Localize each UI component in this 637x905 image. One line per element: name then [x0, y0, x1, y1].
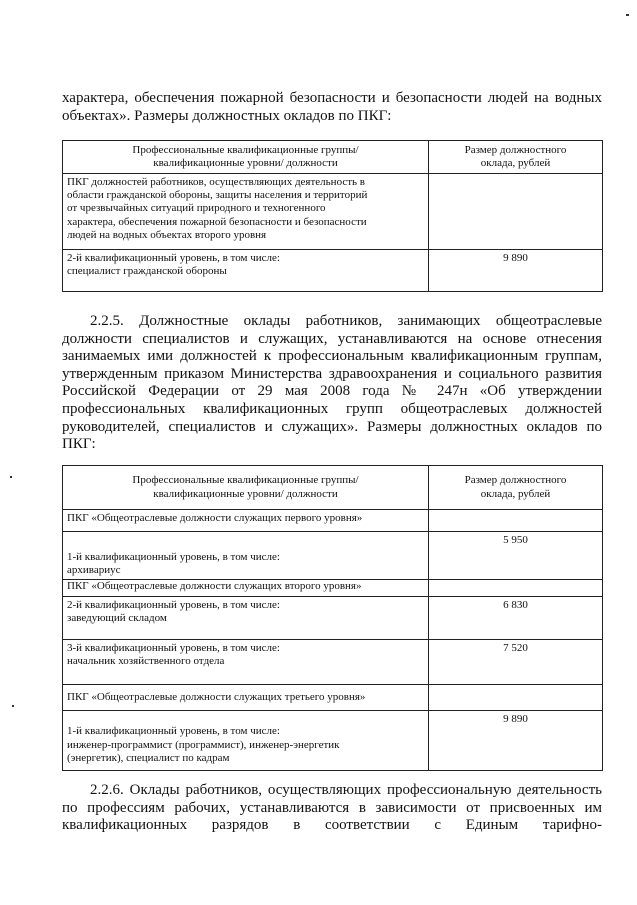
- table-row: [63, 597, 603, 640]
- table-row: [63, 510, 603, 532]
- salary-value-cell: 5 950: [429, 532, 603, 580]
- header-salary-cell: Размер должностного оклада, рублей: [429, 466, 603, 510]
- header-salary-cell: Размер должностного оклада, рублей: [429, 141, 603, 174]
- scan-speck: [626, 14, 629, 16]
- table-row: [63, 174, 603, 250]
- para-226-line: квалификационных разрядов в соответствии с Единым тарифно-: [62, 817, 602, 834]
- intro-line: объектах». Размеры должностных окладов по ПКГ:: [62, 107, 392, 124]
- salary-value-cell: 9 890: [429, 250, 603, 292]
- para-226-line: по профессиям рабочих, устанавливаются в зависимости от присвоенных им: [62, 799, 602, 816]
- level-cell: 1-й квалификационный уровень, в том числе: инженер-программист (программист), инженер-энергетик (энергетик), специалист по кадрам: [63, 711, 429, 771]
- para-225-line: должности специалистов и служащих, устанавливаются на основе отнесения: [62, 330, 602, 347]
- header-groups-cell: Профессиональные квалификационные группы/ квалификационные уровни/ должности: [63, 466, 429, 510]
- scan-speck: [12, 705, 14, 707]
- para-225-line: Российской Федерации от 29 мая 2008 года № 247н «Об утверждении: [62, 383, 602, 400]
- para-225-line: занимаемых ими должностей к профессиональным квалификационным группам,: [62, 348, 602, 365]
- salary-value-cell: [429, 580, 603, 597]
- para-225-line: 2.2.5. Должностные оклады работников, занимающих общеотраслевые: [90, 313, 602, 329]
- pkg-group-cell: ПКГ «Общеотраслевые должности служащих второго уровня»: [63, 580, 429, 597]
- table-header-row: [63, 141, 603, 174]
- pkg-group-cell: ПКГ «Общеотраслевые должности служащих третьего уровня»: [63, 685, 429, 711]
- salary-table-civil-defense: [62, 140, 603, 292]
- paragraph-2-2-6: [62, 782, 602, 835]
- salary-value-cell: [429, 685, 603, 711]
- level-cell: 1-й квалификационный уровень, в том числе: архивариус: [63, 532, 429, 580]
- paragraph-2-2-5: [62, 313, 602, 454]
- pkg-group-cell: ПКГ должностей работников, осуществляющих деятельность в области гражданской обороны, защиты населения и территорий от чрезвычайных ситуаций природного и техногенного характера, обеспечения пожарной безопасности и безопасности людей на водных объектах второго уровня: [63, 174, 429, 250]
- table-row: [63, 580, 603, 597]
- intro-paragraph: [62, 90, 602, 125]
- level-cell: 2-й квалификационный уровень, в том числе: специалист гражданской обороны: [63, 250, 429, 292]
- scan-speck: [10, 476, 12, 478]
- salary-value-cell: [429, 510, 603, 532]
- header-groups-cell: Профессиональные квалификационные группы/ квалификационные уровни/ должности: [63, 141, 429, 174]
- table-row: [63, 532, 603, 580]
- salary-value-cell: [429, 174, 603, 250]
- level-cell: 2-й квалификационный уровень, в том числе: заведующий складом: [63, 597, 429, 640]
- table-row: [63, 640, 603, 685]
- pkg-group-cell: ПКГ «Общеотраслевые должности служащих первого уровня»: [63, 510, 429, 532]
- table-row: [63, 250, 603, 292]
- table-row: [63, 711, 603, 771]
- salary-value-cell: 6 830: [429, 597, 603, 640]
- level-cell: 3-й квалификационный уровень, в том числе: начальник хозяйственного отдела: [63, 640, 429, 685]
- para-225-line: утвержденным приказом Министерства здравоохранения и социального развития: [62, 365, 602, 382]
- salary-table-general-positions: [62, 465, 603, 771]
- salary-value-cell: 9 890: [429, 711, 603, 771]
- para-225-line: профессиональных квалификационных групп общеотраслевых должностей: [62, 400, 602, 417]
- salary-value-cell: 7 520: [429, 640, 603, 685]
- para-225-line: руководителей, специалистов и служащих». Размеры должностных окладов по: [62, 418, 602, 435]
- table-row: [63, 685, 603, 711]
- para-225-line: ПКГ:: [62, 436, 96, 453]
- para-226-line: 2.2.6. Оклады работников, осуществляющих профессиональную деятельность: [90, 782, 602, 798]
- intro-line: характера, обеспечения пожарной безопасности и безопасности людей на водных: [62, 90, 602, 106]
- table-header-row: [63, 466, 603, 510]
